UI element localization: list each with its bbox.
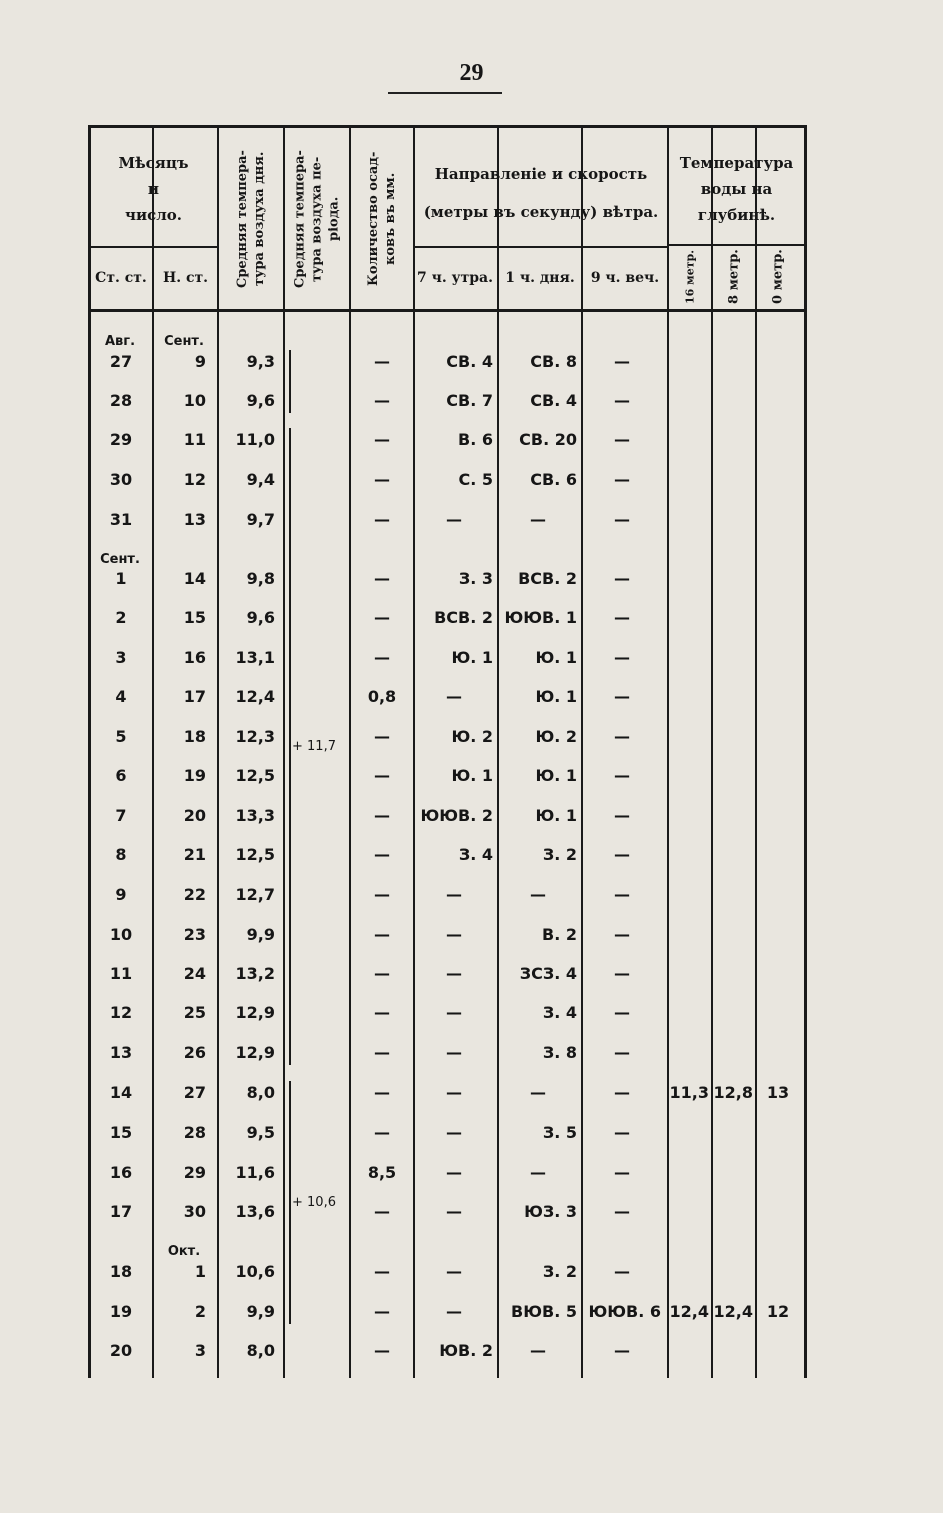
new-style-day: 19 bbox=[183, 766, 206, 785]
column-rule bbox=[497, 125, 499, 1378]
avg-day-temp: 12,9 bbox=[235, 1043, 275, 1062]
wind-1pm: ЮЮВ. 1 bbox=[504, 608, 577, 627]
precip-value: — bbox=[374, 391, 390, 410]
header-month-day: Мѣсяцъ и число. bbox=[118, 154, 189, 224]
wind-7am: — bbox=[446, 1302, 462, 1321]
precip-value: — bbox=[374, 1083, 390, 1102]
wind-9pm: — bbox=[614, 569, 630, 588]
water-temp-0m: 13 bbox=[766, 1083, 790, 1102]
wind-1pm: З. 2 bbox=[542, 845, 577, 864]
new-style-day: 21 bbox=[183, 845, 206, 864]
wind-7am: СВ. 4 bbox=[446, 352, 493, 371]
wind-9pm: — bbox=[614, 964, 630, 983]
avg-day-temp: 10,6 bbox=[235, 1262, 275, 1281]
wind-7am: — bbox=[446, 1262, 462, 1281]
header-wind-1pm: 1 ч. дня. bbox=[505, 270, 575, 286]
wind-7am: — bbox=[446, 1123, 462, 1142]
avg-day-temp: 12,7 bbox=[235, 885, 275, 904]
month-label-new: Сент. bbox=[164, 334, 204, 349]
precip-value: — bbox=[374, 1003, 390, 1022]
page-number: 29 bbox=[459, 60, 484, 86]
old-style-day: 14 bbox=[109, 1083, 133, 1102]
header-depth-16: 16 метр. bbox=[683, 249, 697, 305]
column-rule bbox=[804, 125, 807, 1378]
old-style-day: 5 bbox=[115, 727, 127, 746]
period-bracket bbox=[289, 1081, 291, 1324]
new-style-day: 30 bbox=[183, 1202, 206, 1221]
header-new-style: Н. ст. bbox=[162, 270, 209, 286]
avg-day-temp: 9,3 bbox=[246, 352, 275, 371]
precip-value: — bbox=[374, 648, 390, 667]
new-style-day: 10 bbox=[183, 391, 206, 410]
wind-1pm: ЮЗ. 3 bbox=[524, 1202, 577, 1221]
new-style-day: 9 bbox=[194, 352, 206, 371]
column-rule bbox=[413, 125, 415, 1378]
precip-value: 8,5 bbox=[367, 1163, 397, 1182]
wind-1pm: ВЮВ. 5 bbox=[511, 1302, 577, 1321]
avg-day-temp: 11,6 bbox=[235, 1163, 275, 1182]
wind-9pm: ЮЮВ. 6 bbox=[588, 1302, 661, 1321]
old-style-day: 6 bbox=[115, 766, 127, 785]
period-bracket bbox=[289, 428, 291, 1065]
header-avg-day-temp: Средняя темпера- тура воздуха дня. bbox=[235, 150, 267, 288]
new-style-day: 1 bbox=[194, 1262, 206, 1281]
precip-value: — bbox=[374, 1202, 390, 1221]
header-wind: Направленіе и скорость (метры въ секунду) вѣтра. bbox=[423, 165, 659, 221]
water-temp-8m: 12,8 bbox=[713, 1083, 753, 1102]
wind-7am: — bbox=[446, 510, 462, 529]
wind-7am: З. 3 bbox=[458, 569, 493, 588]
wind-1pm: Ю. 1 bbox=[535, 806, 577, 825]
wind-9pm: — bbox=[614, 766, 630, 785]
wind-7am: — bbox=[446, 1202, 462, 1221]
avg-day-temp: 13,6 bbox=[235, 1202, 275, 1221]
wind-9pm: — bbox=[614, 806, 630, 825]
precip-value: — bbox=[374, 766, 390, 785]
avg-day-temp: 12,4 bbox=[235, 687, 275, 706]
wind-1pm: З. 4 bbox=[542, 1003, 577, 1022]
water-temp-16m: 12,4 bbox=[669, 1302, 709, 1321]
avg-day-temp: 9,4 bbox=[246, 470, 275, 489]
avg-day-temp: 8,0 bbox=[246, 1083, 275, 1102]
column-rule bbox=[755, 125, 757, 1378]
new-style-day: 25 bbox=[183, 1003, 206, 1022]
water-temp-16m: 11,3 bbox=[669, 1083, 709, 1102]
new-style-day: 3 bbox=[194, 1341, 206, 1360]
wind-7am: С. 5 bbox=[458, 470, 493, 489]
precip-value: — bbox=[374, 1262, 390, 1281]
wind-1pm: СВ. 20 bbox=[519, 430, 577, 449]
wind-7am: Ю. 1 bbox=[451, 648, 493, 667]
avg-day-temp: 9,5 bbox=[246, 1123, 275, 1142]
wind-7am: — bbox=[446, 1163, 462, 1182]
old-style-day: 13 bbox=[109, 1043, 133, 1062]
wind-1pm: З. 8 bbox=[542, 1043, 577, 1062]
header-wind-9pm: 9 ч. веч. bbox=[590, 270, 660, 286]
period-avg-temp: + 11,7 bbox=[292, 738, 336, 754]
new-style-day: 14 bbox=[183, 569, 206, 588]
old-style-day: 10 bbox=[109, 925, 133, 944]
wind-9pm: — bbox=[614, 608, 630, 627]
water-temp-8m: 12,4 bbox=[713, 1302, 753, 1321]
old-style-day: 7 bbox=[115, 806, 127, 825]
period-avg-temp: + 10,6 bbox=[292, 1194, 336, 1210]
new-style-day: 28 bbox=[183, 1123, 206, 1142]
header-wind-7am: 7 ч. утра. bbox=[417, 270, 493, 286]
header-divider bbox=[88, 246, 219, 248]
wind-9pm: — bbox=[614, 925, 630, 944]
new-style-day: 27 bbox=[183, 1083, 206, 1102]
wind-1pm: В. 2 bbox=[542, 925, 577, 944]
precip-value: — bbox=[374, 608, 390, 627]
wind-1pm: — bbox=[530, 510, 546, 529]
new-style-day: 18 bbox=[183, 727, 206, 746]
wind-7am: — bbox=[446, 687, 462, 706]
wind-9pm: — bbox=[614, 845, 630, 864]
header-depth-0: 0 метр. bbox=[770, 249, 786, 305]
wind-1pm: З. 5 bbox=[542, 1123, 577, 1142]
new-style-day: 20 bbox=[183, 806, 206, 825]
table-top-border bbox=[88, 125, 806, 128]
old-style-day: 29 bbox=[109, 430, 133, 449]
avg-day-temp: 9,6 bbox=[246, 608, 275, 627]
new-style-day: 29 bbox=[183, 1163, 206, 1182]
header-old-style: Ст. ст. bbox=[95, 270, 147, 286]
new-style-day: 16 bbox=[183, 648, 206, 667]
wind-7am: — bbox=[446, 1083, 462, 1102]
wind-9pm: — bbox=[614, 510, 630, 529]
header-depth-8: 8 метр. bbox=[726, 249, 742, 305]
old-style-day: 4 bbox=[115, 687, 127, 706]
header-divider bbox=[413, 246, 669, 248]
avg-day-temp: 9,7 bbox=[246, 510, 275, 529]
precip-value: — bbox=[374, 925, 390, 944]
wind-9pm: — bbox=[614, 1123, 630, 1142]
new-style-day: 12 bbox=[183, 470, 206, 489]
wind-1pm: СВ. 8 bbox=[530, 352, 577, 371]
avg-day-temp: 12,5 bbox=[235, 845, 275, 864]
wind-1pm: — bbox=[530, 1083, 546, 1102]
column-rule bbox=[349, 125, 351, 1378]
old-style-day: 11 bbox=[109, 964, 133, 983]
wind-9pm: — bbox=[614, 1083, 630, 1102]
month-label-old: Авг. bbox=[104, 334, 136, 349]
old-style-day: 17 bbox=[109, 1202, 133, 1221]
old-style-day: 12 bbox=[109, 1003, 133, 1022]
avg-day-temp: 9,6 bbox=[246, 391, 275, 410]
precip-value: — bbox=[374, 430, 390, 449]
avg-day-temp: 8,0 bbox=[246, 1341, 275, 1360]
wind-1pm: — bbox=[530, 1163, 546, 1182]
column-rule bbox=[88, 125, 91, 1378]
old-style-day: 31 bbox=[109, 510, 133, 529]
wind-7am: ВСВ. 2 bbox=[434, 608, 493, 627]
new-style-day: 17 bbox=[183, 687, 206, 706]
month-label-old: Сент. bbox=[100, 552, 140, 567]
precip-value: — bbox=[374, 1123, 390, 1142]
avg-day-temp: 13,3 bbox=[235, 806, 275, 825]
wind-7am: В. 6 bbox=[458, 430, 493, 449]
table-header-bottom-border bbox=[88, 309, 806, 312]
avg-day-temp: 9,8 bbox=[246, 569, 275, 588]
wind-9pm: — bbox=[614, 687, 630, 706]
period-bracket bbox=[289, 350, 291, 413]
wind-9pm: — bbox=[614, 1262, 630, 1281]
new-style-day: 13 bbox=[183, 510, 206, 529]
water-temp-0m: 12 bbox=[766, 1302, 790, 1321]
avg-day-temp: 13,1 bbox=[235, 648, 275, 667]
new-style-day: 11 bbox=[183, 430, 206, 449]
avg-day-temp: 9,9 bbox=[246, 925, 275, 944]
column-rule bbox=[217, 125, 219, 1378]
precip-value: — bbox=[374, 845, 390, 864]
month-label-new: Окт. bbox=[167, 1244, 201, 1259]
new-style-day: 24 bbox=[183, 964, 206, 983]
wind-1pm: СВ. 4 bbox=[530, 391, 577, 410]
avg-day-temp: 9,9 bbox=[246, 1302, 275, 1321]
old-style-day: 27 bbox=[109, 352, 133, 371]
wind-9pm: — bbox=[614, 1163, 630, 1182]
wind-1pm: Ю. 1 bbox=[535, 687, 577, 706]
wind-7am: — bbox=[446, 1043, 462, 1062]
old-style-day: 9 bbox=[115, 885, 127, 904]
wind-1pm: — bbox=[530, 1341, 546, 1360]
old-style-day: 16 bbox=[109, 1163, 133, 1182]
page-number-rule bbox=[388, 92, 502, 94]
old-style-day: 2 bbox=[115, 608, 127, 627]
old-style-day: 15 bbox=[109, 1123, 133, 1142]
new-style-day: 2 bbox=[194, 1302, 206, 1321]
old-style-day: 28 bbox=[109, 391, 133, 410]
wind-9pm: — bbox=[614, 648, 630, 667]
wind-1pm: Ю. 1 bbox=[535, 766, 577, 785]
avg-day-temp: 12,5 bbox=[235, 766, 275, 785]
precip-value: — bbox=[374, 885, 390, 904]
precip-value: — bbox=[374, 1341, 390, 1360]
precip-value: — bbox=[374, 806, 390, 825]
new-style-day: 23 bbox=[183, 925, 206, 944]
old-style-day: 19 bbox=[109, 1302, 133, 1321]
header-water-temp: Температура воды на глубинѣ. bbox=[679, 154, 794, 224]
precip-value: — bbox=[374, 727, 390, 746]
column-rule bbox=[667, 125, 669, 1378]
avg-day-temp: 12,3 bbox=[235, 727, 275, 746]
precip-value: 0,8 bbox=[367, 687, 397, 706]
old-style-day: 18 bbox=[109, 1262, 133, 1281]
wind-9pm: — bbox=[614, 885, 630, 904]
wind-9pm: — bbox=[614, 1043, 630, 1062]
precip-value: — bbox=[374, 352, 390, 371]
precip-value: — bbox=[374, 510, 390, 529]
wind-1pm: Ю. 2 bbox=[535, 727, 577, 746]
header-avg-period-temp: Средняя темпера- тура воздуха пе- ріода. bbox=[292, 150, 342, 288]
wind-1pm: Ю. 1 bbox=[535, 648, 577, 667]
wind-7am: ЮВ. 2 bbox=[439, 1341, 493, 1360]
column-rule bbox=[711, 125, 713, 1378]
precip-value: — bbox=[374, 569, 390, 588]
wind-1pm: — bbox=[530, 885, 546, 904]
wind-7am: — bbox=[446, 1003, 462, 1022]
wind-9pm: — bbox=[614, 430, 630, 449]
wind-9pm: — bbox=[614, 1202, 630, 1221]
precip-value: — bbox=[374, 470, 390, 489]
wind-7am: — bbox=[446, 885, 462, 904]
precip-value: — bbox=[374, 1302, 390, 1321]
new-style-day: 26 bbox=[183, 1043, 206, 1062]
wind-9pm: — bbox=[614, 1341, 630, 1360]
wind-7am: ЮЮВ. 2 bbox=[420, 806, 493, 825]
old-style-day: 3 bbox=[115, 648, 127, 667]
precip-value: — bbox=[374, 1043, 390, 1062]
wind-9pm: — bbox=[614, 727, 630, 746]
old-style-day: 30 bbox=[109, 470, 133, 489]
wind-1pm: СВ. 6 bbox=[530, 470, 577, 489]
wind-7am: Ю. 2 bbox=[451, 727, 493, 746]
wind-1pm: З. 2 bbox=[542, 1262, 577, 1281]
avg-day-temp: 11,0 bbox=[235, 430, 275, 449]
wind-1pm: ВСВ. 2 bbox=[518, 569, 577, 588]
column-rule bbox=[152, 125, 154, 1378]
wind-7am: З. 4 bbox=[458, 845, 493, 864]
avg-day-temp: 12,9 bbox=[235, 1003, 275, 1022]
new-style-day: 22 bbox=[183, 885, 206, 904]
wind-1pm: ЗСЗ. 4 bbox=[519, 964, 577, 983]
header-precip: Количество осад- ковъ въ мм. bbox=[366, 151, 398, 287]
avg-day-temp: 13,2 bbox=[235, 964, 275, 983]
old-style-day: 8 bbox=[115, 845, 127, 864]
old-style-day: 20 bbox=[109, 1341, 133, 1360]
wind-9pm: — bbox=[614, 470, 630, 489]
precip-value: — bbox=[374, 964, 390, 983]
new-style-day: 15 bbox=[183, 608, 206, 627]
column-rule bbox=[581, 125, 583, 1378]
wind-9pm: — bbox=[614, 391, 630, 410]
wind-9pm: — bbox=[614, 1003, 630, 1022]
wind-9pm: — bbox=[614, 352, 630, 371]
wind-7am: СВ. 7 bbox=[446, 391, 493, 410]
wind-7am: Ю. 1 bbox=[451, 766, 493, 785]
wind-7am: — bbox=[446, 925, 462, 944]
column-rule bbox=[283, 125, 285, 1378]
wind-7am: — bbox=[446, 964, 462, 983]
old-style-day: 1 bbox=[115, 569, 127, 588]
